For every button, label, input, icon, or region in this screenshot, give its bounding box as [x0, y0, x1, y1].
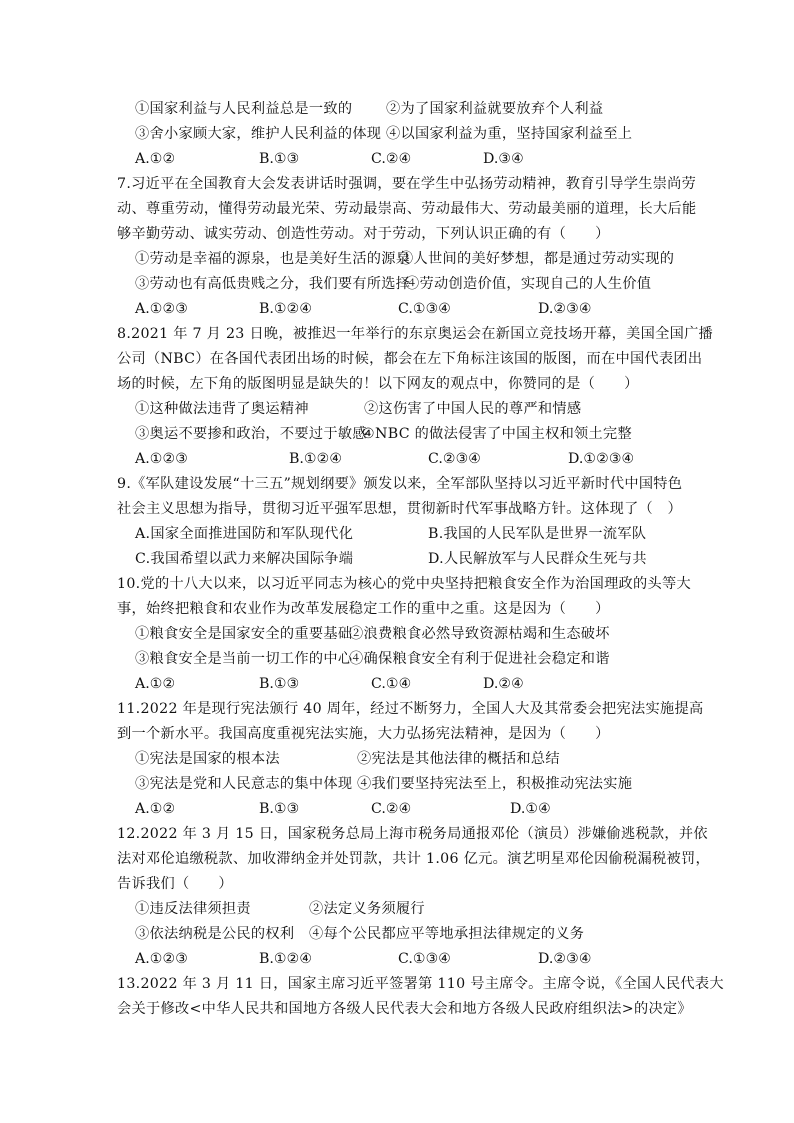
q11-stem-line: 到一个新水平。我国高度重视宪法实施，大力弘扬宪法精神，是因为（ ） [117, 726, 610, 742]
q11-option-3: ③宪法是党和人民意志的集中体现 [135, 776, 353, 792]
q13-stem-line: 会关于修改<中华人民共和国地方各级人民代表大会和地方各级人民政府组织法>的决定》 [117, 1001, 692, 1017]
q6-choice-a: A.①② [135, 151, 176, 167]
q6-option-1: ①国家利益与人民利益总是一致的 [135, 101, 353, 117]
q7-option-1: ①劳动是幸福的源泉，也是美好生活的源泉 [135, 251, 411, 267]
q8-stem-line: 公司（NBC）在各国代表团出场的时候，都会在左下角标注该国的版图，而在中国代表团出 [117, 351, 703, 367]
q8-choice-b: B.①②④ [289, 451, 343, 467]
q8-choice-a: A.①②③ [135, 451, 188, 467]
q10-option-4: ④确保粮食安全有利于促进社会稳定和谐 [349, 651, 610, 667]
q11-option-4: ④我们要坚持宪法至上，积极推动宪法实施 [357, 776, 633, 792]
q8-choice-c: C.②③④ [428, 451, 482, 467]
q12-option-2: ②法定义务须履行 [309, 901, 425, 917]
q10-stem-line: 10.党的十八大以来，以习近平同志为核心的党中央坚持把粮食安全作为治国理政的头等大 [117, 576, 691, 592]
q10-option-1: ①粮食安全是国家安全的重要基础 [135, 626, 353, 642]
q6-option-4: ④以国家利益为重，坚持国家利益至上 [386, 126, 633, 142]
q9-choice-c: C.我国希望以武力来解决国际争端 [135, 551, 354, 567]
q7-option-3: ③劳动也有高低贵贱之分，我们要有所选择 [135, 276, 411, 292]
q12-choice-a: A.①②③ [135, 951, 188, 967]
q6-choice-c: C.②④ [371, 151, 412, 167]
q7-stem-line: 动、尊重劳动，懂得劳动最光荣、劳动最崇高、劳动最伟大、劳动最美丽的道理，长大后能 [117, 201, 697, 217]
q12-stem-line: 法对邓伦追缴税款、加收滞纳金并处罚款，共计 1.06 亿元。演艺明星邓伦因偷税漏税被罚， [117, 851, 710, 867]
q10-option-3: ③粮食安全是当前一切工作的中心 [135, 651, 353, 667]
q9-stem-line: 9.《军队建设发展“十三五”规划纲要》颁发以来，全军部队坚持以习近平新时代中国特色 [117, 476, 683, 492]
q9-choice-a: A.国家全面推进国防和军队现代化 [135, 526, 354, 542]
q6-option-2: ②为了国家利益就要放弃个人利益 [386, 101, 604, 117]
q12-choice-c: C.①③④ [398, 951, 452, 967]
q11-option-2: ②宪法是其他法律的概括和总结 [357, 751, 560, 767]
q12-option-3: ③依法纳税是公民的权利 [135, 926, 295, 942]
q8-option-4: ④NBC 的做法侵害了中国主权和领土完整 [362, 426, 633, 442]
q12-stem-line: 12.2022 年 3 月 15 日，国家税务总局上海市税务局通报邓伦（演员）涉嫌偷逃税款，并依 [117, 826, 708, 842]
q13-stem-line: 13.2022 年 3 月 11 日，国家主席习近平签署第 110 号主席令。主席令说，《全国人民代表大 [117, 976, 724, 992]
q7-stem-line: 7.习近平在全国教育大会发表讲话时强调，要在学生中弘扬劳动精神，教育引导学生崇尚劳 [117, 176, 697, 192]
q12-stem-line: 告诉我们（ ） [117, 876, 233, 892]
q7-choice-d: D.②③④ [538, 301, 592, 317]
q9-choice-b: B.我国的人民军队是世界一流军队 [428, 526, 647, 542]
q12-choice-d: D.②③④ [538, 951, 592, 967]
q9-choice-d: D.人民解放军与人民群众生死与共 [428, 551, 647, 567]
q6-option-3: ③舍小家顾大家，维护人民利益的体现 [135, 126, 382, 142]
q8-stem-line: 8.2021 年 7 月 23 日晚，被推迟一年举行的东京奥运会在新国立竞技场开幕，美国全国广播 [117, 326, 714, 342]
q12-option-1: ①违反法律须担责 [135, 901, 251, 917]
q10-choice-d: D.②④ [483, 676, 524, 692]
q7-choice-a: A.①②③ [135, 301, 188, 317]
q7-choice-c: C.①③④ [398, 301, 452, 317]
q11-choice-d: D.①④ [510, 801, 551, 817]
q7-stem-line: 够辛勤劳动、诚实劳动、创造性劳动。对于劳动，下列认识正确的有（ ） [117, 226, 610, 242]
q11-option-1: ①宪法是国家的根本法 [135, 751, 280, 767]
q11-choice-a: A.①② [135, 801, 176, 817]
q8-stem-line: 场的时候，左下角的版图明显是缺失的！以下网友的观点中，你赞同的是（ ） [117, 376, 639, 392]
q12-choice-b: B.①②④ [259, 951, 313, 967]
q9-stem-line: 社会主义思想为指导，贯彻习近平强军思想，贯彻新时代军事战略方针。这体现了（ ） [117, 501, 683, 517]
q11-stem-line: 11.2022 年是现行宪法颁行 40 周年，经过不断努力，全国人大及其常委会把宪法实施提高 [117, 701, 704, 717]
q8-option-2: ②这伤害了中国人民的尊严和情感 [364, 401, 582, 417]
q11-choice-c: C.②④ [371, 801, 412, 817]
q8-choice-d: D.①②③④ [568, 451, 635, 467]
q7-option-4: ④劳动创造价值，实现自己的人生价值 [405, 276, 652, 292]
q11-choice-b: B.①③ [259, 801, 300, 817]
q8-option-1: ①这种做法违背了奥运精神 [135, 401, 309, 417]
q6-choice-d: D.③④ [483, 151, 524, 167]
q7-option-2: ②人世间的美好梦想，都是通过劳动实现的 [399, 251, 675, 267]
q6-choice-b: B.①③ [259, 151, 300, 167]
q10-choice-b: B.①③ [259, 676, 300, 692]
q12-option-4: ④每个公民都应平等地承担法律规定的义务 [309, 926, 585, 942]
q10-choice-c: C.①④ [371, 676, 412, 692]
q10-option-2: ②浪费粮食必然导致资源枯竭和生态破坏 [349, 626, 610, 642]
q7-choice-b: B.①②④ [259, 301, 313, 317]
q8-option-3: ③奥运不要掺和政治，不要过于敏感 [135, 426, 367, 442]
q10-stem-line: 事，始终把粮食和农业作为改革发展稳定工作的重中之重。这是因为（ ） [117, 601, 610, 617]
q10-choice-a: A.①② [135, 676, 176, 692]
